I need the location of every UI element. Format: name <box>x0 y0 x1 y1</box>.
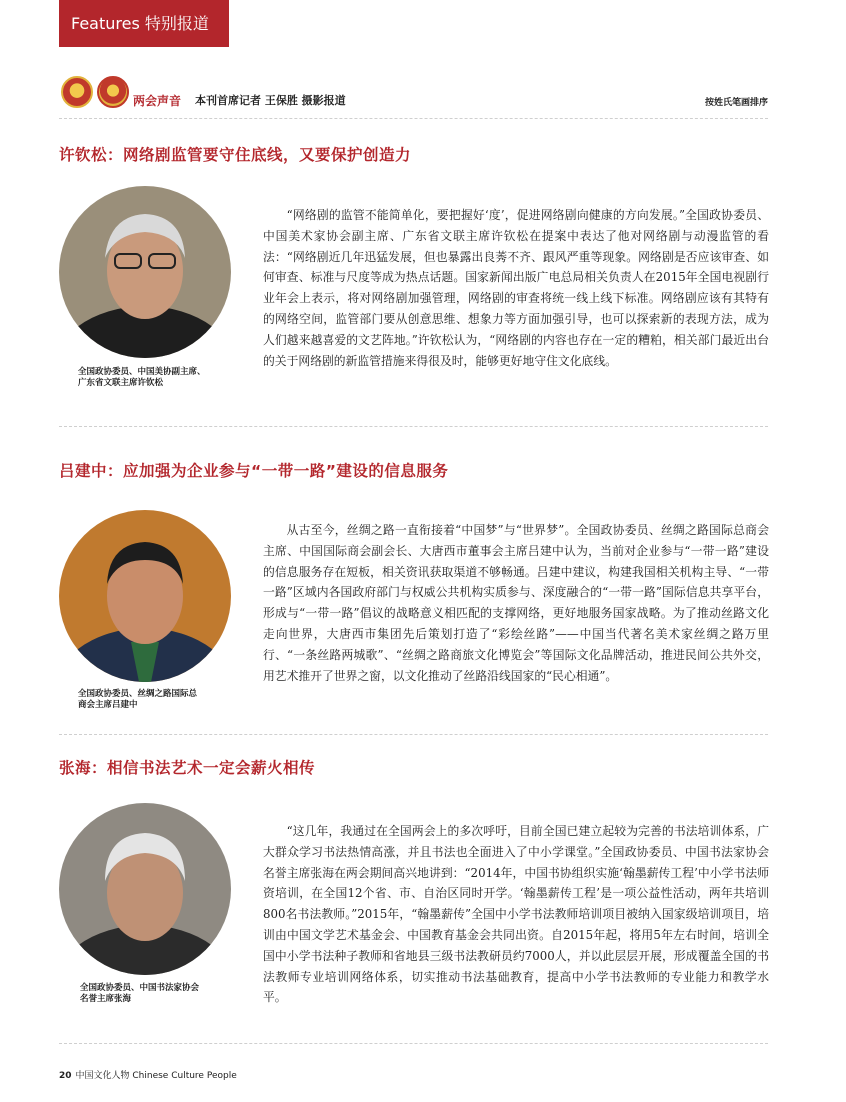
emblem-icon <box>61 76 93 108</box>
divider <box>59 426 768 427</box>
article-title: 吕建中：应加强为企业参与“一带一路”建设的信息服务 <box>59 462 449 480</box>
article-body: 从古至今，丝绸之路一直衔接着“中国梦”与“世界梦”。全国政协委员、丝绸之路国际总商会主席、中国国际商会副会长、大唐西市董事会主席吕建中认为，当前对企业参与“一带一路”建设的信息服务存在短板，相关资讯获取渠道不够畅通。吕建中建议，构建我国相关机构主导、“一带一路”区域内各国政府部门与权威公共机构实质参与、深度融合的“一带一路”国际信息共享平台，形成与“一带一路”倡议的战略意义相匹配的支撑网络，更好地服务国家战略。为了推动丝路文化走向世界，大唐西市集团先后策划打造了“彩绘丝路”——中国当代著名美术家丝绸之路万里行、“一条丝路两城歌”、“丝绸之路商旅文化博览会”等国际文化品牌活动，推进民间公共外交，用艺术推开了世界之窗，以文化推动了丝路沿线国家的“民心相通”。 <box>263 523 769 683</box>
publication-name: 中国文化人物 Chinese Culture People <box>75 1071 237 1081</box>
photo-caption: 全国政协委员、中国书法家协会 名誉主席张海 <box>80 983 200 1004</box>
article-title: 张海：相信书法艺术一定会薪火相传 <box>59 759 316 777</box>
photo-caption: 全国政协委员、丝绸之路国际总 商会主席吕建中 <box>78 689 198 710</box>
divider <box>59 734 768 735</box>
section-tab: Features 特别报道 <box>59 0 229 47</box>
portrait-photo <box>59 803 231 975</box>
byline: 本刊首席记者 王保胜 摄影报道 <box>195 94 346 107</box>
portrait-photo <box>59 510 231 682</box>
page-footer <box>59 1068 237 1081</box>
emblem-icon <box>97 76 129 108</box>
portrait-photo <box>59 186 231 358</box>
divider <box>59 1043 768 1044</box>
sort-note: 按姓氏笔画排序 <box>704 98 768 108</box>
section-name: 两会声音 <box>133 94 182 108</box>
article-body: “网络剧的监管不能简单化，要把握好‘度’，促进网络剧向健康的方向发展。”全国政协委员、中国美术家协会副主席、广东省文联主席许钦松在提案中表达了他对网络剧与动漫监管的看法：“网络剧近几年迅猛发展，但也暴露出良莠不齐、跟风严重等现象。网络剧是否应该审查、如何审查、标准与尺度等成为热点话题。国家新闻出版广电总局相关负责人在2015年全国电视剧行业年会上表示，将对网络剧加强管理，网络剧的审查将统一线上线下标准。网络剧应该有其特有的网络空间，监管部门要从创意思维、想象力等方面加强引导，也可以探索新的表现方法，成为人们越来越喜爱的文艺阵地。”许钦松认为，“网络剧的内容也存在一定的糟粕，相关部门最近出台的关于网络剧的新监管措施来得很及时，能够更好地守住文化底线。 <box>263 208 769 368</box>
article-body: “这几年，我通过在全国两会上的多次呼吁，目前全国已建立起较为完善的书法培训体系，广大群众学习书法热情高涨，并且书法也全面进入了中小学课堂。”全国政协委员、中国书法家协会名誉主席张海在两会期间高兴地讲到：“2014年，中国书协组织实施‘翰墨薪传工程’中小学书法师资培训，在全国12个省、市、自治区同时开学。‘翰墨薪传工程’是一项公益性活动，两年共培训800名书法教师。”2015年，“翰墨薪传”全国中小学书法教师培训项目被纳入国家级培训项目，培训由中国文学艺术基金会、中国教育基金会共同出资。自2015年起，将用5年左右时间，培训全国中小学书法种子教师和省地县三级书法教研员约7000人，并以此层层开展，形成覆盖全国的书法教师专业培训网络体系，切实推动书法基础教育，提高中小学书法教师的专业能力和教学水平。 <box>263 824 769 1005</box>
article-title: 许钦松：网络剧监管要守住底线，又要保护创造力 <box>59 146 412 164</box>
page-number: 20 <box>59 1071 72 1081</box>
article-header <box>59 74 768 112</box>
divider <box>59 118 768 119</box>
photo-caption: 全国政协委员、中国美协副主席、 广东省文联主席许钦松 <box>78 367 206 388</box>
